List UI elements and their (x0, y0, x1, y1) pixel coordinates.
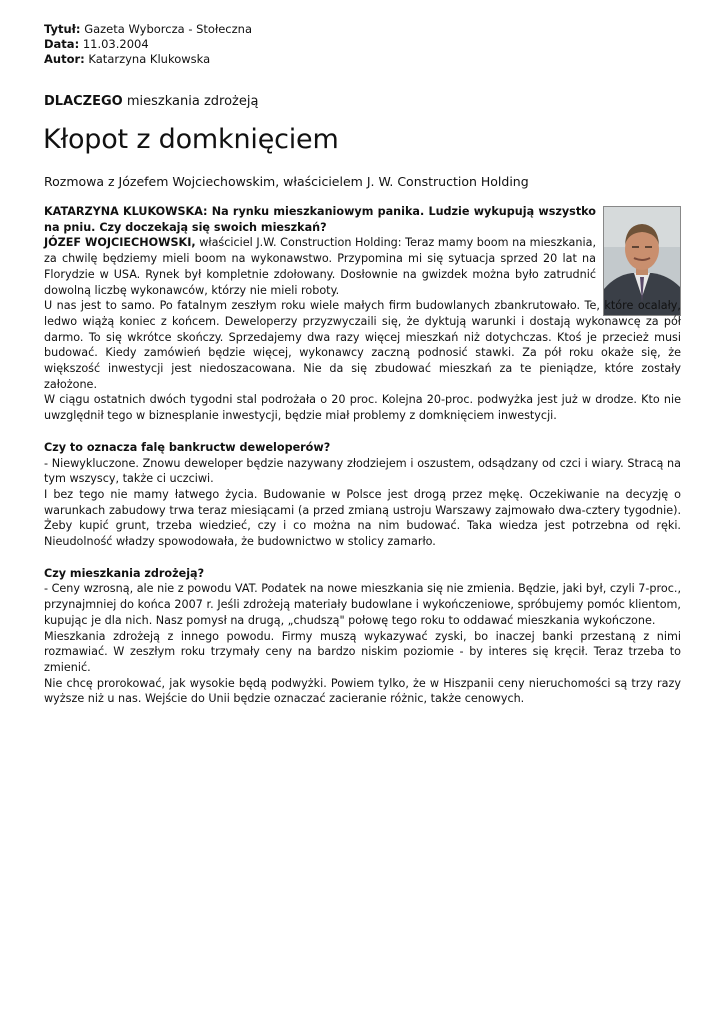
answer-1-paragraph-1 (44, 235, 596, 298)
kicker-rest: mieszkania zdrożeją (126, 94, 259, 109)
headline: Kłopot z domknięciem (43, 124, 339, 155)
question-2: Czy to oznacza falę bankructw deweloperów? (44, 440, 331, 454)
answer-2-paragraph-2: I bez tego nie mamy łatwego życia. Budowanie w Polsce jest drogą przez mękę. Oczekiwanie na decyzję o warunkach zabudowy trwa teraz miesiącami (a przed zmianą ustroju Warszawy zajmowało dwa-cztery tygodnie). Żeby kupić grunt, trzeba wiedzieć, czy i co można na nim budować. Taka wiedza jest potrzebna od ręki. Nieudolność władzy spowodowała, że budownictwo w stolicy zamarło. (44, 487, 681, 549)
answer-1-paragraph-2: U nas jest to samo. Po fatalnym zeszłym roku wiele małych firm budowlanych zbankrutowało. Te, które ocalały, ledwo wiążą koniec z końcem. Deweloperzy przyzwyczaili się, że dyktują warunki i dostają wykonawcę za pół darmo. To się wkrótce skończy. Sprzedajemy dwa razy więcej mieszkań niż dotychczas. Ktoś je przecież musi budować. Kiedy zamówień będzie więcej, wykonawcy zaczną podnosić stawki. Za pół roku okaże się, że większość inwestycji jest niedoszacowana. Nie da się zbudować mieszkań za te pieniądze, które zostały założone. (44, 299, 681, 391)
meta-title-label: Tytuł: (44, 22, 81, 36)
subtitle: Rozmowa z Józefem Wojciechowskim, właścicielem J. W. Construction Holding (44, 174, 529, 189)
answer-1-speaker: JÓZEF WOJCIECHOWSKI, (44, 236, 196, 250)
question-3: Czy mieszkania zdrożeją? (44, 566, 205, 580)
answer-3-paragraph-3: Nie chcę prorokować, jak wysokie będą podwyżki. Powiem tylko, że w Hiszpanii ceny nieruchomości są trzy razy wyższe niż u nas. Wejście do Unii będzie oznaczać zacieranie różnic, także cenowych. (44, 676, 681, 706)
answer-1-text: właściciel J.W. Construction Holding: Teraz mamy boom na mieszkania, za chwilę będziemy mieli boom na wykonawstwo. Przypomina mi się sytuacja sprzed 20 lat na Florydzie w USA. Rynek był kompletnie zdołowany. Dosłownie na gwizdek można było zatrudnić dowolną liczbę wykonawców, którzy nie mieli roboty. (44, 236, 597, 297)
question-1: KATARZYNA KLUKOWSKA: Na rynku mieszkaniowym panika. Ludzie wykupują wszystko na pniu. Czy doczekają się swoich mieszkań? (44, 205, 596, 234)
kicker (44, 94, 258, 109)
meta-date-label: Data: (44, 37, 80, 51)
meta-date-value: 11.03.2004 (82, 37, 149, 51)
answer-1-paragraph-3: W ciągu ostatnich dwóch tygodni stal podrożała o 20 proc. Kolejna 20-proc. podwyżka jest już w drodze. Kto nie uwzględnił tego w biznesplanie inwestycji, będzie miał problemy z domknięciem inwestycji. (44, 393, 681, 423)
meta-title-value: Gazeta Wyborcza - Stołeczna (84, 22, 253, 36)
article-body (44, 204, 681, 707)
meta-date-row (44, 37, 252, 52)
article-metadata (44, 22, 252, 67)
meta-title-row (44, 22, 252, 37)
kicker-bold: DLACZEGO (44, 94, 123, 109)
meta-author-label: Autor: (44, 52, 85, 66)
meta-author-value: Katarzyna Klukowska (88, 52, 211, 66)
answer-3-paragraph-1: - Ceny wzrosną, ale nie z powodu VAT. Podatek na nowe mieszkania się nie zmienia. Będzie, jaki był, czyli 7-proc., przynajmniej do końca 2007 r. Jeśli zdrożeją materiały budowlane i wykończeniowe, spróbujemy pomóc klientom, kupując je dla nich. Nasz pomysł na drugą, „chudszą" połowę tego roku to oddawać mieszkania wykończone. (44, 582, 681, 627)
answer-3-paragraph-2: Mieszkania zdrożeją z innego powodu. Firmy muszą wykazywać zyski, bo inaczej banki przestaną z nimi rozmawiać. W zeszłym roku trzymały ceny na bardzo niskim poziomie - by interes się kręcił. Teraz trzeba to zmienić. (44, 629, 681, 674)
meta-author-row (44, 52, 252, 67)
answer-2-paragraph-1: - Niewykluczone. Znowu deweloper będzie nazywany złodziejem i oszustem, odsądzany od czci i wiary. Stracą na tym wszyscy, także ci uczciwi. (44, 456, 681, 486)
